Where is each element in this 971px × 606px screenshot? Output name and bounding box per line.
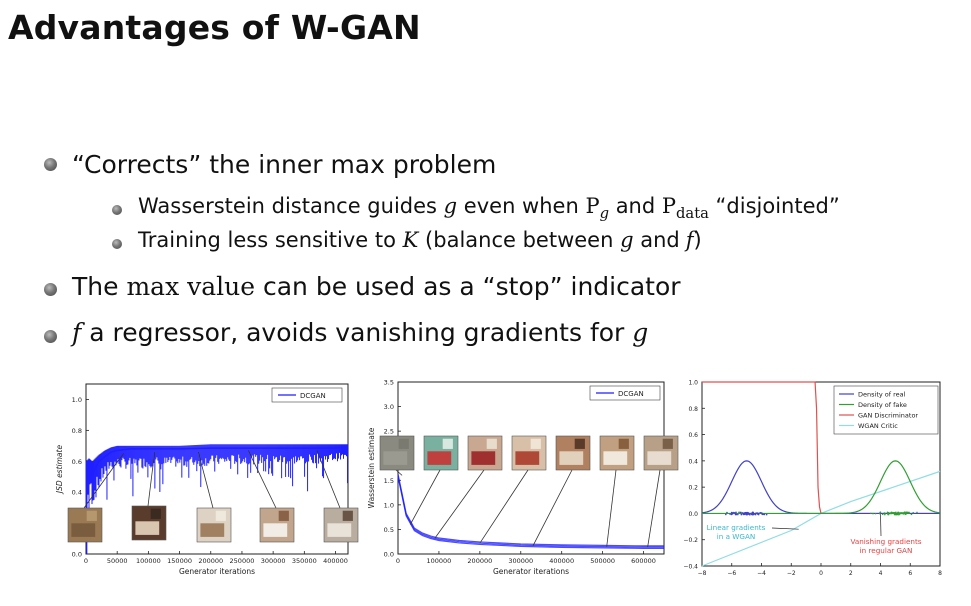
x-tick-label: 350000 [291,557,317,565]
thumbnail-pointer [607,470,616,547]
thumb-detail [619,439,629,449]
real-sample [751,514,753,516]
thumb-detail [399,439,409,449]
real-sample [761,514,763,516]
thumb-detail [327,523,351,537]
bullet-text: “Corrects” the inner max problem [72,150,497,179]
text-segment: can be used as a “stop” indicator [262,272,681,301]
y-tick-label: 1.0 [71,395,82,404]
x-tick-label: 100000 [426,557,452,565]
x-axis-label: Generator iterations [178,567,256,576]
chart-wasserstein-estimate [368,376,674,581]
math-g: g [443,194,458,218]
thumb-detail [427,451,451,465]
thumbnail-pointer [480,470,528,543]
fake-sample [892,512,894,514]
x-tick-label: 2 [848,570,853,577]
fake-sample [880,511,882,513]
thumb-detail [383,451,407,465]
chart-jsd-estimate [52,378,364,583]
x-tick-label: 200000 [467,557,493,565]
fake-sample [870,513,872,515]
x-tick-label: 50000 [106,557,128,565]
fake-sample [912,512,914,514]
sample-thumbnail [424,436,458,470]
math-p: $P_g$ [585,194,609,223]
thumb-detail [663,439,673,449]
thumb-detail [559,451,583,465]
math-pdata: $P_{data}$ [661,194,709,223]
x-tick-label: 300000 [508,557,534,565]
y-tick-label: 0.0 [688,510,698,518]
y-tick-label: 0.0 [71,550,82,559]
y-tick-label: 3.0 [383,403,394,412]
y-tick-label: 0.6 [688,432,698,440]
real-sample [744,512,746,514]
series-line-dcgan [398,475,664,547]
sample-thumbnail [132,506,166,540]
y-tick-label: 0.5 [383,525,394,534]
thumb-detail [515,451,539,465]
thumb-detail [263,523,287,537]
x-tick-label: 0 [395,557,401,565]
real-sample [726,512,728,514]
fake-sample [894,512,896,514]
x-tick-label: 0 [819,570,823,577]
legend-label-dcgan: DCGAN [618,390,644,398]
fake-sample [908,512,910,514]
text-segment: and [640,228,680,252]
bullet-stop-indicator [72,272,681,301]
sample-thumbnail [380,436,414,470]
real-sample [763,514,765,516]
fake-sample [882,513,884,515]
thumbnail-pointer [648,470,660,547]
annotation-linear: Linear gradients [706,523,766,532]
y-tick-label: 1.0 [383,501,394,510]
annotation-vanishing: in regular GAN [859,546,913,555]
real-sample [732,513,734,515]
real-sample [731,512,733,514]
x-tick-label: 500000 [590,557,616,565]
text-segment: and [615,194,656,218]
math-f: f [685,228,694,252]
real-sample [752,512,754,514]
x-tick-label: 6 [908,570,913,577]
fake-sample [916,512,918,514]
real-sample [738,511,740,513]
y-axis-label: Wasserstein estimate [367,427,376,509]
x-tick-label: −6 [727,570,737,577]
real-sample [759,512,761,514]
math-k: K [402,228,419,252]
x-tick-label: 4 [878,570,883,577]
fake-sample [898,512,900,514]
real-sample [735,514,737,516]
x-tick-label: 400000 [323,557,348,565]
sample-thumbnail [197,508,231,542]
math-g: g [632,318,649,347]
thumbnail-pointer [396,470,402,475]
sample-thumbnail [644,436,678,470]
x-tick-label: 150000 [167,557,192,565]
thumb-detail [603,451,627,465]
fake-sample [888,512,890,514]
sample-thumbnail [68,508,102,542]
text-segment: a regressor, avoids vanishing gradients for [89,318,625,347]
real-sample [735,511,737,513]
sample-thumbnail [260,508,294,542]
y-tick-label: 0.6 [71,457,82,466]
sample-thumbnail [512,436,546,470]
bullet-regressor [72,318,648,347]
thumb-detail [471,451,495,465]
fake-sample [896,513,898,515]
thumb-detail [71,523,95,537]
fake-sample [903,512,905,514]
x-tick-label: 100000 [135,557,161,565]
fake-sample [872,513,874,515]
real-sample [741,514,743,516]
thumb-detail [151,509,161,519]
fake-sample [888,513,890,515]
y-axis-label: JSD estimate [55,444,64,494]
fake-sample [883,512,885,514]
x-tick-label: −2 [786,570,796,577]
y-tick-label: −0.2 [683,537,698,545]
x-tick-label: 200000 [198,557,224,565]
sub-bullet-marker [112,205,122,215]
x-tick-label: 8 [938,570,942,577]
text-segment: even when [463,194,579,218]
sample-thumbnail [468,436,502,470]
bullet-corrects-max [72,150,496,179]
legend-label: GAN Discriminator [858,411,919,420]
thumbnail-pointer [435,470,484,538]
legend-label: WGAN Critic [858,422,898,430]
text-segment: Training less sensitive to [138,228,396,252]
annotation-vanishing: Vanishing gradients [850,537,922,546]
x-tick-label: 0 [83,557,89,565]
x-tick-label: −4 [757,570,766,577]
thumb-detail [279,511,289,521]
y-tick-label: 1.0 [688,379,698,387]
thumb-detail [647,451,671,465]
real-sample [737,514,739,516]
y-tick-label: 0.4 [688,458,698,466]
y-tick-label: 1.5 [383,476,394,485]
real-sample [758,513,760,515]
thumb-detail [87,511,97,521]
thumb-detail [200,523,224,537]
x-tick-label: 300000 [260,557,286,565]
thumb-detail [487,439,497,449]
bullet-marker [44,283,57,296]
y-tick-label: −0.4 [683,563,698,571]
chart-density-critic [676,376,948,576]
annotation-linear: in a WGAN [716,532,756,541]
real-sample [734,512,736,514]
text-max-value: max value [126,272,256,301]
sub-bullet-wasserstein [138,194,840,222]
y-tick-label: 3.5 [383,378,394,387]
y-tick-label: 0.8 [71,426,82,435]
fake-sample [900,512,902,514]
y-tick-label: 0.2 [688,484,698,492]
fake-sample [911,514,913,516]
thumb-detail [575,439,585,449]
real-sample [729,513,731,515]
x-tick-label: 400000 [549,557,575,565]
thumbnail-pointer [533,470,572,546]
real-sample [749,513,751,515]
real-sample [740,512,742,514]
x-tick-label: 600000 [631,557,656,565]
fake-sample [899,513,901,515]
thumb-detail [343,511,353,521]
real-sample [743,513,745,515]
text-segment: The [72,272,119,301]
real-sample [747,513,749,515]
series-line-dcgan [398,474,664,546]
legend-label-dcgan: DCGAN [300,392,326,400]
thumb-detail [135,521,159,535]
sample-thumbnail [600,436,634,470]
real-sample [766,514,768,516]
x-axis-label: Generator iterations [492,567,570,576]
text-segment: ) [693,228,702,252]
annotation-arrow [881,514,882,536]
bullet-marker [44,330,57,343]
thumb-detail [531,439,541,449]
legend-label: Density of real [858,390,906,399]
sample-thumbnail [556,436,590,470]
thumbnail-pointer [410,470,440,525]
thumb-detail [443,439,453,449]
fake-sample [875,513,877,515]
bullet-marker [44,158,57,171]
sub-bullet-marker [112,239,122,249]
legend-label: Density of fake [858,401,907,409]
thumb-detail [216,511,226,521]
sub-bullet-training [138,228,702,252]
real-sample [725,514,727,516]
math-g: g [620,228,634,252]
slide-title: Advantages of W-GAN [8,8,421,47]
real-sample [761,512,763,514]
text-segment: Wasserstein distance guides [138,194,437,218]
sample-thumbnail [324,508,358,542]
real-sample [755,512,757,514]
fake-sample [906,512,908,514]
text-segment: (balance between [425,228,614,252]
text-segment: “disjointed” [715,194,840,218]
y-tick-label: 0.0 [383,550,394,559]
y-tick-label: 0.8 [688,405,698,413]
math-f: f [72,318,82,347]
x-tick-label: −8 [697,570,707,577]
x-tick-label: 250000 [229,557,255,565]
y-tick-label: 2.5 [383,427,394,436]
y-tick-label: 0.4 [71,488,82,497]
